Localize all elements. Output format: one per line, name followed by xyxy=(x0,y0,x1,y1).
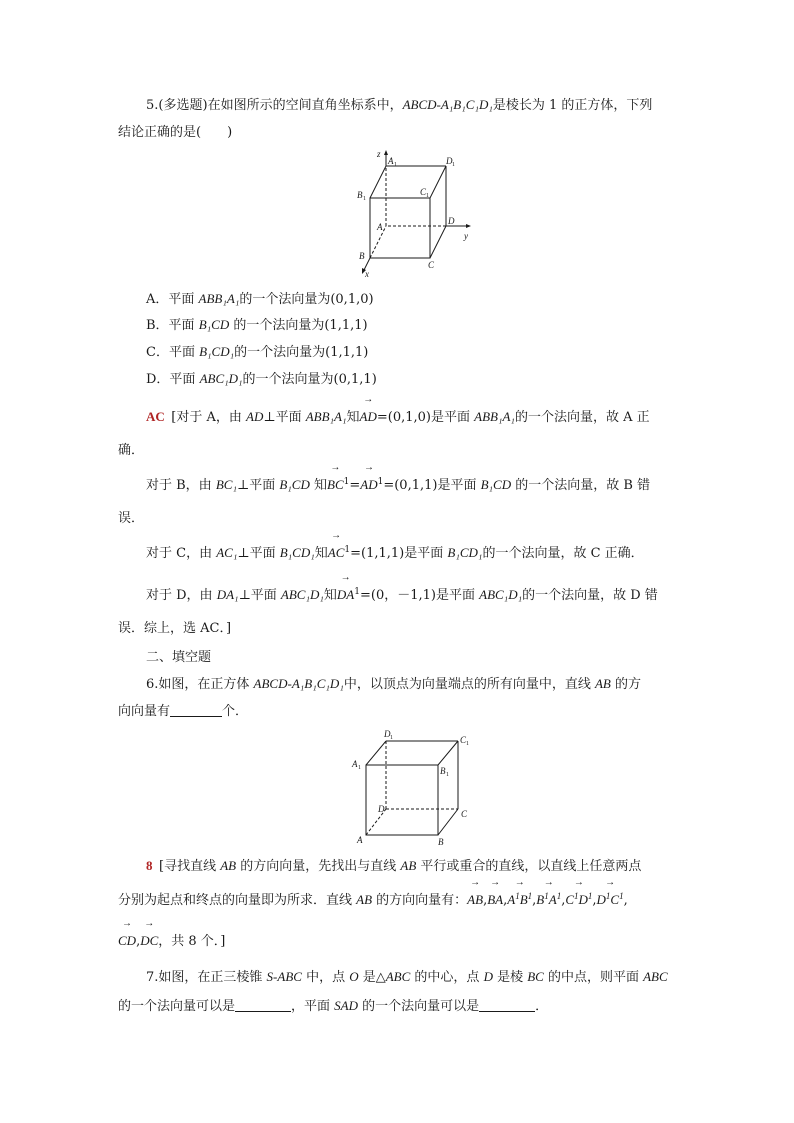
svg-text:A: A xyxy=(357,835,363,845)
svg-text:x: x xyxy=(365,269,369,279)
svg-text:1: 1 xyxy=(358,765,361,771)
q5-answer: AC xyxy=(146,409,165,424)
svg-text:B: B xyxy=(359,251,365,261)
svg-text:1: 1 xyxy=(446,772,449,778)
svg-text:1: 1 xyxy=(426,193,429,199)
q5-solution-b-line2: 误． xyxy=(118,511,145,526)
q6-solution-line2: 分别为起点和终点的向量即为所求．直线 AB 的方向向量有：→ $AB,\to BA,\to A^1B^1,\to B^1A^1,\to C^1D^1,\to D^1C^1$, xyxy=(118,890,628,911)
section-title-fill-blank: 二、填空题 xyxy=(146,650,212,665)
q6-stem-line2: 向向量有 个． xyxy=(118,704,249,719)
svg-text:D: D xyxy=(378,804,385,814)
cube-axes-figure xyxy=(350,148,480,280)
q7-stem-line2: 的一个法向量可以是 ，平面 SAD 的一个法向量可以是 ． xyxy=(118,998,549,1014)
q7-stem-line1: 7.如图，在正三棱锥 S-ABC 中，点 O 是△ABC 的中心，点 D 是棱 BC 的中点，则平面 ABC xyxy=(146,969,668,985)
q5-solution-d-line2: 误．综上，选 AC．] xyxy=(118,621,232,636)
svg-text:B: B xyxy=(440,766,446,776)
q6-answer-blank[interactable] xyxy=(170,702,222,717)
cube-figure xyxy=(350,727,480,847)
svg-text:A: A xyxy=(388,156,394,166)
svg-text:z: z xyxy=(377,149,381,159)
q7-answer-blank-1[interactable] xyxy=(235,997,291,1012)
svg-text:1: 1 xyxy=(363,196,366,202)
svg-text:C: C xyxy=(461,809,468,819)
svg-text:C: C xyxy=(460,735,467,745)
q5-solution-c: 对于 C，由 AC₁⊥平面 B₁CD₁知→ $AC^1=(1,1,1)$是平面 B₁CD₁的一个法向量，故 C 正确． xyxy=(146,543,644,564)
svg-text:C: C xyxy=(420,187,427,197)
q5-solution-line1: AC [对于 A，由 AD⊥平面 ABB₁A₁知→ AD=(0,1,0)是平面 ABB₁A₁的一个法向量，故 A 正 xyxy=(146,407,650,428)
svg-text:1: 1 xyxy=(394,162,397,168)
q6-stem-line1: 6.如图，在正方体 ABCD-A₁B₁C₁D₁中，以顶点为向量端点的所有向量中，直线 AB 的方 xyxy=(146,676,642,692)
svg-text:1: 1 xyxy=(390,735,393,741)
svg-text:C: C xyxy=(428,260,435,270)
q5-option-a: A．平面 ABB₁A₁的一个法向量为(0,1,0) xyxy=(146,291,374,307)
q5-option-b: B．平面 B₁CD 的一个法向量为(1,1,1) xyxy=(146,317,368,333)
q6-answer: 8 xyxy=(146,858,153,873)
svg-text:A: A xyxy=(377,222,383,232)
q5-solution-line2: 确． xyxy=(118,443,145,458)
q7-answer-blank-2[interactable] xyxy=(479,997,535,1012)
q6-solution-line1: 8 [寻找直线 AB 的方向向量，先找出与直线 AB 平行或重合的直线，以直线上任意两点 xyxy=(146,858,642,874)
svg-text:y: y xyxy=(464,231,468,241)
svg-text:D: D xyxy=(384,729,391,739)
svg-text:D: D xyxy=(448,216,455,226)
q6-solution-line3: → CD,→ DC，共 8 个．] xyxy=(118,931,225,952)
q5-stem-line2: 结论正确的是( ) xyxy=(118,125,233,140)
svg-text:D: D xyxy=(446,156,453,166)
svg-text:1: 1 xyxy=(466,741,469,747)
q5-option-c: C．平面 B₁CD₁的一个法向量为(1,1,1) xyxy=(146,344,369,360)
q5-option-d: D．平面 ABC₁D₁的一个法向量为(0,1,1) xyxy=(146,371,377,387)
svg-text:B: B xyxy=(438,837,444,847)
svg-text:A: A xyxy=(352,759,358,769)
svg-text:1: 1 xyxy=(452,162,455,168)
svg-text:B: B xyxy=(357,190,363,200)
q5-solution-b-line1: 对于 B，由 BC₁⊥平面 B₁CD 知→ $BC^1=\to AD^1=(0,1,1)$是平面 B₁CD 的一个法向量，故 B 错 xyxy=(146,475,650,496)
q5-stem-line1: 5.(多选题)在如图所示的空间直角坐标系中，ABCD-A₁B₁C₁D₁是棱长为 1 的正方体，下列 xyxy=(146,97,653,113)
q5-solution-d-line1: 对于 D，由 DA₁⊥平面 ABC₁D₁知→ $DA^1=(0$，－1,1)是平面 ABC₁D₁的一个法向量，故 D 错 xyxy=(146,585,658,606)
